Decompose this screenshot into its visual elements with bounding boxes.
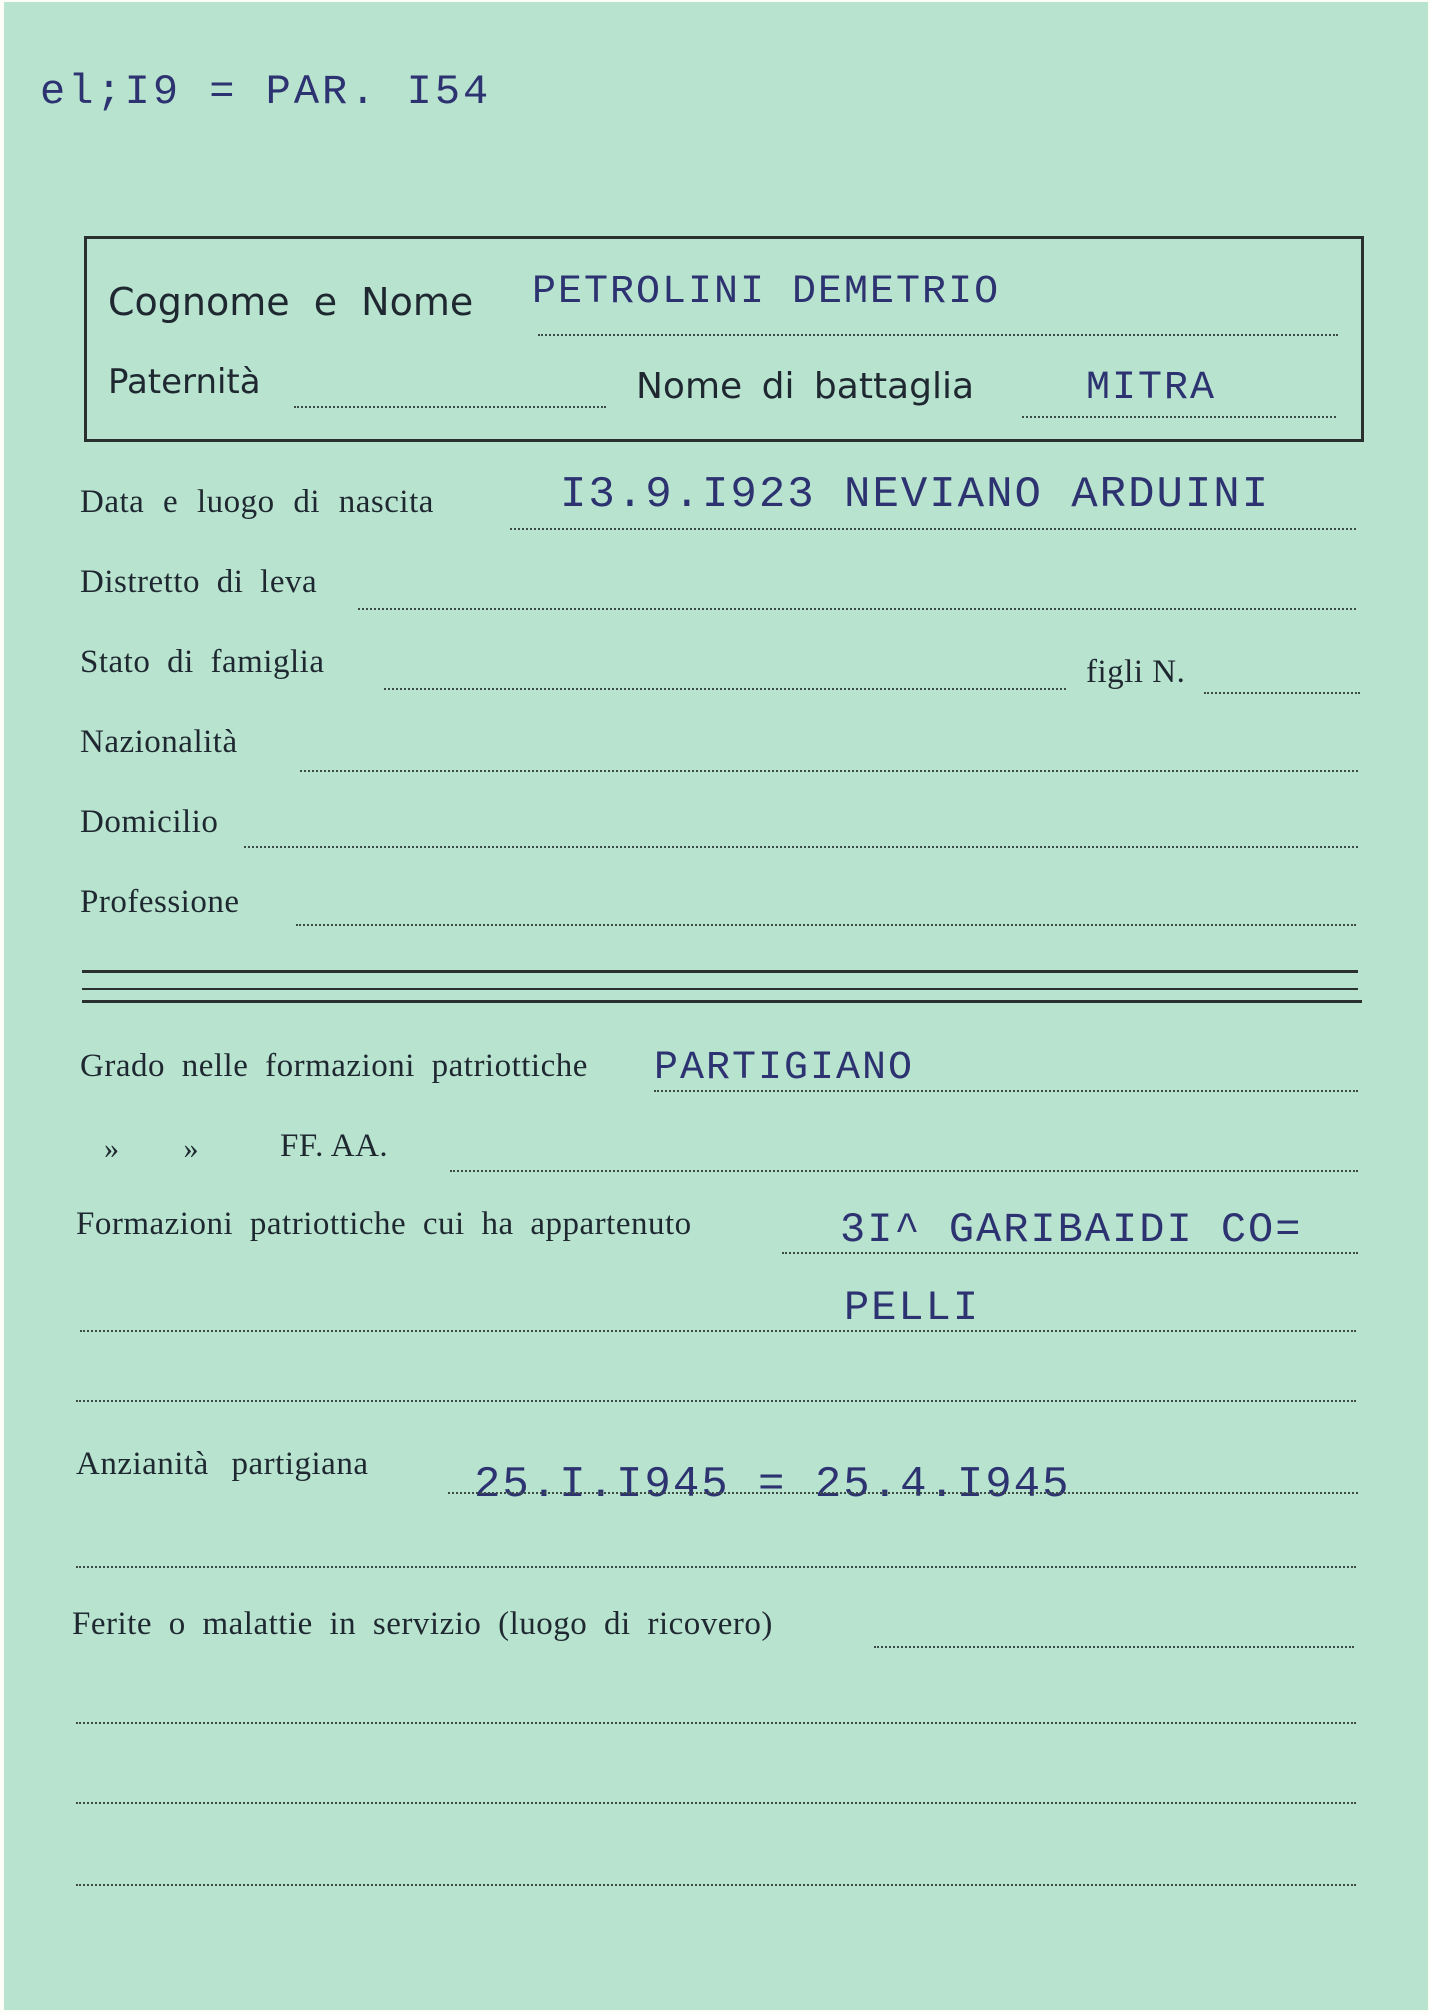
partisan-record-card — [4, 2, 1428, 2010]
ffaa-quotes: » » — [104, 1132, 199, 1165]
rank-value: PARTIGIANO — [654, 1046, 915, 1091]
battle-name-value: MITRA — [1086, 366, 1217, 411]
birth-line — [510, 528, 1356, 530]
birth-value: I3.9.I923 NEVIANO ARDUINI — [560, 470, 1271, 520]
family-line — [384, 688, 1066, 690]
birth-label: Data e luogo di nascita — [80, 484, 434, 520]
ffaa-label: FF. AA. — [280, 1128, 389, 1164]
formations-line3 — [76, 1400, 1356, 1402]
nationality-label: Nazionalità — [80, 724, 238, 760]
paternity-label: Paternità — [108, 362, 261, 402]
formations-value-line1: 3I^ GARIBAIDI CO= — [840, 1206, 1303, 1254]
family-label: Stato di famiglia — [80, 644, 325, 680]
battle-name-line — [1022, 416, 1336, 418]
profession-line — [296, 924, 1356, 926]
separator-rule-top — [82, 970, 1358, 973]
seniority-line — [448, 1492, 1358, 1494]
rank-line — [654, 1090, 1358, 1092]
wounds-label: Ferite o malattie in servizio (luogo di ricovero) — [72, 1606, 773, 1642]
name-line — [538, 334, 1338, 336]
seniority-line2 — [76, 1566, 1356, 1568]
seniority-label: Anzianità partigiana — [76, 1446, 369, 1482]
battle-name-label: Nome di battaglia — [636, 366, 975, 407]
formations-line1 — [782, 1252, 1358, 1254]
formations-line2 — [80, 1330, 1356, 1332]
name-value: PETROLINI DEMETRIO — [532, 270, 1001, 315]
name-label: Cognome e Nome — [108, 280, 474, 324]
separator-rule-mid — [82, 988, 1358, 990]
district-label: Distretto di leva — [80, 564, 318, 600]
wounds-line — [874, 1646, 1354, 1648]
district-line — [358, 608, 1356, 610]
domicile-line — [244, 846, 1358, 848]
wounds-line4 — [76, 1884, 1356, 1886]
paternity-line — [294, 406, 606, 408]
rank-label: Grado nelle formazioni patriottiche — [80, 1048, 588, 1084]
profession-label: Professione — [80, 884, 240, 920]
wounds-line2 — [76, 1722, 1356, 1724]
formations-value-line2: PELLI — [844, 1284, 981, 1332]
formations-label: Formazioni patriottiche cui ha appartenuto — [76, 1206, 692, 1242]
domicile-label: Domicilio — [80, 804, 219, 840]
identity-box — [84, 236, 1364, 442]
ffaa-line — [450, 1170, 1358, 1172]
seniority-value: 25.I.I945 = 25.4.I945 — [474, 1460, 1071, 1510]
children-label: figli N. — [1086, 654, 1186, 690]
wounds-line3 — [76, 1802, 1356, 1804]
children-line — [1204, 692, 1360, 694]
separator-rule-bottom — [82, 1000, 1362, 1003]
nationality-line — [300, 770, 1358, 772]
header-reference: el;I9 = PAR. I54 — [40, 68, 492, 116]
